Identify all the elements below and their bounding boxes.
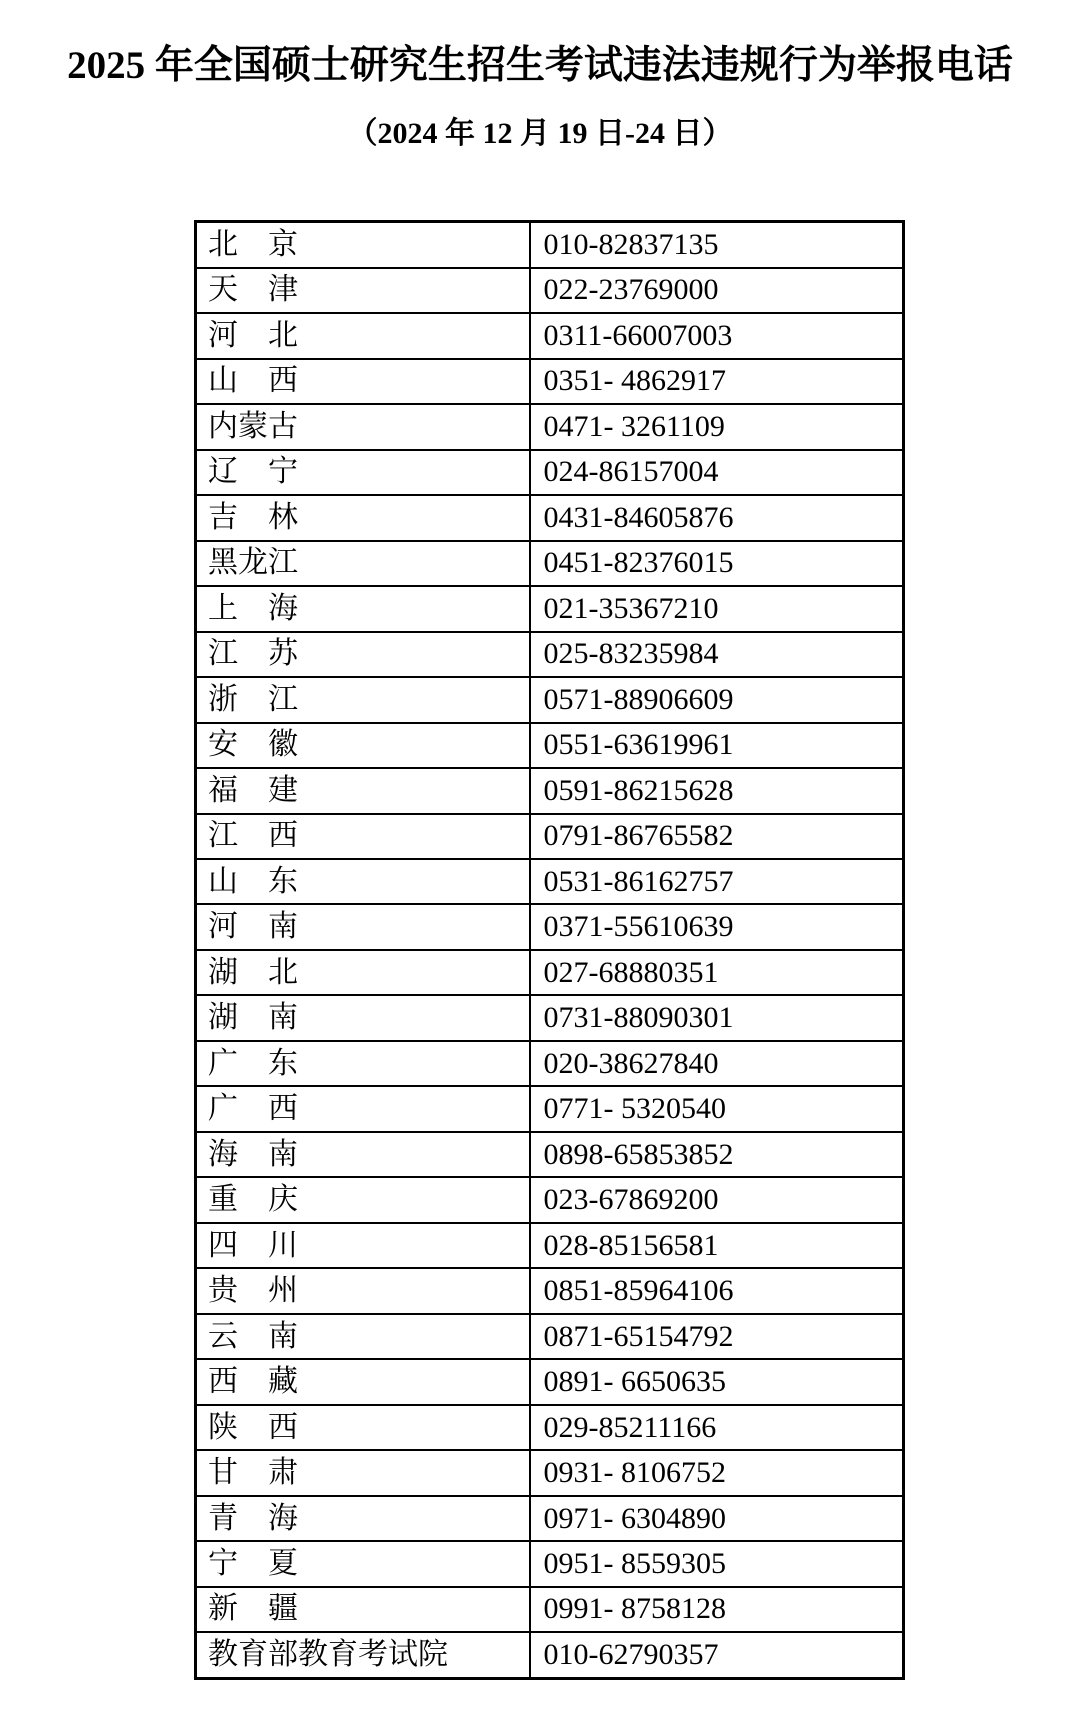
- phone-cell: 0931- 8106752: [530, 1450, 904, 1495]
- region-cell: 河 北: [196, 313, 530, 358]
- phone-cell: 021-35367210: [530, 586, 904, 631]
- region-cell: 云 南: [196, 1314, 530, 1359]
- table-row: [196, 1132, 904, 1177]
- region-cell: 内蒙古: [196, 404, 530, 449]
- region-cell: 河 南: [196, 904, 530, 949]
- region-cell: 浙 江: [196, 677, 530, 722]
- region-cell: 贵 州: [196, 1268, 530, 1313]
- region-cell: 重 庆: [196, 1177, 530, 1222]
- region-cell: 湖 北: [196, 950, 530, 995]
- table-row: [196, 1223, 904, 1268]
- phone-cell: 0871-65154792: [530, 1314, 904, 1359]
- hotline-table: [194, 220, 905, 1680]
- phone-cell: 0551-63619961: [530, 723, 904, 768]
- table-row: [196, 495, 904, 540]
- region-cell: 黑龙江: [196, 541, 530, 586]
- table-row: [196, 723, 904, 768]
- region-cell: 安 徽: [196, 723, 530, 768]
- table-row: [196, 359, 904, 404]
- phone-cell: 0451-82376015: [530, 541, 904, 586]
- region-cell: 吉 林: [196, 495, 530, 540]
- region-cell: 北 京: [196, 222, 530, 268]
- region-cell: 新 疆: [196, 1587, 530, 1632]
- phone-cell: 0591-86215628: [530, 768, 904, 813]
- phone-cell: 010-82837135: [530, 222, 904, 268]
- phone-cell: 022-23769000: [530, 268, 904, 313]
- table-row: [196, 268, 904, 313]
- phone-cell: 0898-65853852: [530, 1132, 904, 1177]
- phone-cell: 0471- 3261109: [530, 404, 904, 449]
- table-row: [196, 1041, 904, 1086]
- table-row: [196, 404, 904, 449]
- table-row: [196, 586, 904, 631]
- table-row: [196, 1177, 904, 1222]
- region-cell: 宁 夏: [196, 1541, 530, 1586]
- phone-cell: 0431-84605876: [530, 495, 904, 540]
- phone-cell: 0851-85964106: [530, 1268, 904, 1313]
- region-cell: 上 海: [196, 586, 530, 631]
- phone-cell: 025-83235984: [530, 632, 904, 677]
- table-row: [196, 1405, 904, 1450]
- region-cell: 西 藏: [196, 1359, 530, 1404]
- table-row: [196, 814, 904, 859]
- table-row: [196, 313, 904, 358]
- table-row: [196, 950, 904, 995]
- phone-cell: 0351- 4862917: [530, 359, 904, 404]
- phone-cell: 028-85156581: [530, 1223, 904, 1268]
- table-row: [196, 632, 904, 677]
- region-cell: 四 川: [196, 1223, 530, 1268]
- table-row: [196, 1359, 904, 1404]
- table-row: [196, 1541, 904, 1586]
- table-row: [196, 1496, 904, 1541]
- table-row: [196, 1632, 904, 1678]
- phone-cell: 010-62790357: [530, 1632, 904, 1678]
- phone-cell: 0891- 6650635: [530, 1359, 904, 1404]
- region-cell: 青 海: [196, 1496, 530, 1541]
- phone-cell: 0371-55610639: [530, 904, 904, 949]
- region-cell: 陕 西: [196, 1405, 530, 1450]
- table-row: [196, 1587, 904, 1632]
- phone-cell: 0531-86162757: [530, 859, 904, 904]
- phone-cell: 0791-86765582: [530, 814, 904, 859]
- table-row: [196, 1314, 904, 1359]
- table-row: [196, 1268, 904, 1313]
- region-cell: 甘 肃: [196, 1450, 530, 1495]
- region-cell: 教育部教育考试院: [196, 1632, 530, 1678]
- table-row: [196, 859, 904, 904]
- phone-cell: 020-38627840: [530, 1041, 904, 1086]
- table-row: [196, 677, 904, 722]
- page-title: 2025 年全国硕士研究生招生考试违法违规行为举报电话: [67, 44, 1013, 87]
- table-row: [196, 222, 904, 268]
- phone-cell: 0951- 8559305: [530, 1541, 904, 1586]
- region-cell: 山 东: [196, 859, 530, 904]
- table-row: [196, 768, 904, 813]
- region-cell: 江 苏: [196, 632, 530, 677]
- region-cell: 福 建: [196, 768, 530, 813]
- table-row: [196, 450, 904, 495]
- table-row: [196, 1086, 904, 1131]
- phone-cell: 023-67869200: [530, 1177, 904, 1222]
- phone-cell: 029-85211166: [530, 1405, 904, 1450]
- region-cell: 湖 南: [196, 995, 530, 1040]
- phone-cell: 0971- 6304890: [530, 1496, 904, 1541]
- table-row: [196, 541, 904, 586]
- region-cell: 海 南: [196, 1132, 530, 1177]
- table-row: [196, 1450, 904, 1495]
- region-cell: 广 西: [196, 1086, 530, 1131]
- page-subtitle: （2024 年 12 月 19 日-24 日）: [347, 117, 733, 150]
- region-cell: 辽 宁: [196, 450, 530, 495]
- phone-cell: 0991- 8758128: [530, 1587, 904, 1632]
- region-cell: 山 西: [196, 359, 530, 404]
- phone-cell: 027-68880351: [530, 950, 904, 995]
- phone-cell: 0571-88906609: [530, 677, 904, 722]
- region-cell: 天 津: [196, 268, 530, 313]
- phone-cell: 0731-88090301: [530, 995, 904, 1040]
- phone-cell: 0311-66007003: [530, 313, 904, 358]
- phone-cell: 0771- 5320540: [530, 1086, 904, 1131]
- table-row: [196, 995, 904, 1040]
- table-row: [196, 904, 904, 949]
- region-cell: 江 西: [196, 814, 530, 859]
- region-cell: 广 东: [196, 1041, 530, 1086]
- phone-cell: 024-86157004: [530, 450, 904, 495]
